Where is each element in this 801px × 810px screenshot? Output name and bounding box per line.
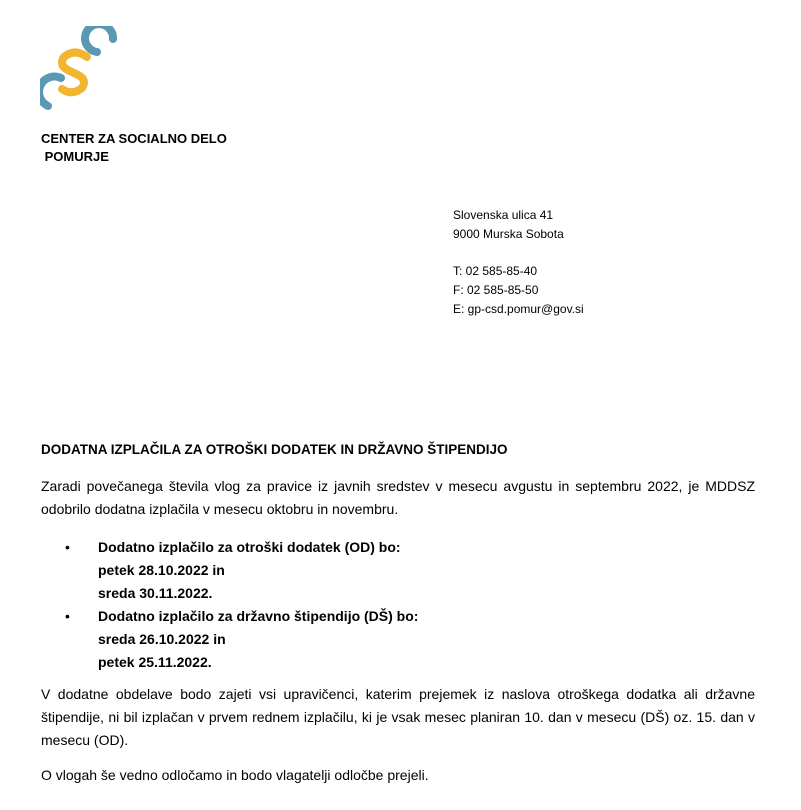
bullet-title: Dodatno izplačilo za otroški dodatek (OD) bo: (98, 539, 401, 555)
contact-city: 9000 Murska Sobota (453, 227, 564, 241)
bullet-date: petek 25.11.2022. (98, 654, 212, 670)
bullet-date: petek 28.10.2022 in (98, 562, 225, 578)
contact-email: E: gp-csd.pomur@gov.si (453, 302, 584, 316)
bullet-title: Dodatno izplačilo za državno štipendijo (DŠ) bo: (98, 608, 419, 624)
bullet-date: sreda 26.10.2022 in (98, 631, 226, 647)
closing-paragraph: O vlogah še vedno odločamo in bodo vlagatelji odločbe prejeli. (41, 767, 429, 783)
contact-street: Slovenska ulica 41 (453, 208, 554, 222)
contact-fax: F: 02 585-85-50 (453, 283, 539, 297)
processing-paragraph: V dodatne obdelave bodo zajeti vsi upravičenci, katerim prejemek iz naslova otroškega dodatka ali državne štipendije, ni bil izplačan v prvem rednem izplačilu, ki je vsak mesec planiran 10. dan v mesecu (DŠ) oz. 15. dan v mesecu (OD). (41, 686, 755, 748)
organization-line-2: POMURJE (41, 149, 109, 164)
bullet-icon: • (65, 539, 70, 555)
organization-line-1: CENTER ZA SOCIALNO DELO (41, 131, 227, 146)
bullet-date: sreda 30.11.2022. (98, 585, 213, 601)
intro-paragraph: Zaradi povečanega števila vlog za pravice iz javnih sredstev v mesecu avgustu in septembru 2022, je MDDSZ odobrilo dodatna izplačila v mesecu oktobru in novembru. (41, 478, 755, 517)
logo-blue-bottom-arc (40, 77, 61, 106)
organization-name (41, 130, 227, 166)
logo-yellow-s (62, 53, 87, 93)
payment-date-list (65, 536, 418, 674)
document-heading: DODATNA IZPLAČILA ZA OTROŠKI DODATEK IN DRŽAVNO ŠTIPENDIJO (41, 442, 508, 457)
contact-block (453, 206, 584, 319)
bullet-icon: • (65, 608, 70, 624)
list-item (65, 605, 418, 674)
contact-phone: T: 02 585-85-40 (453, 264, 538, 278)
logo-blue-top-arc (85, 26, 113, 52)
csd-logo (40, 26, 120, 116)
list-item (65, 536, 418, 605)
